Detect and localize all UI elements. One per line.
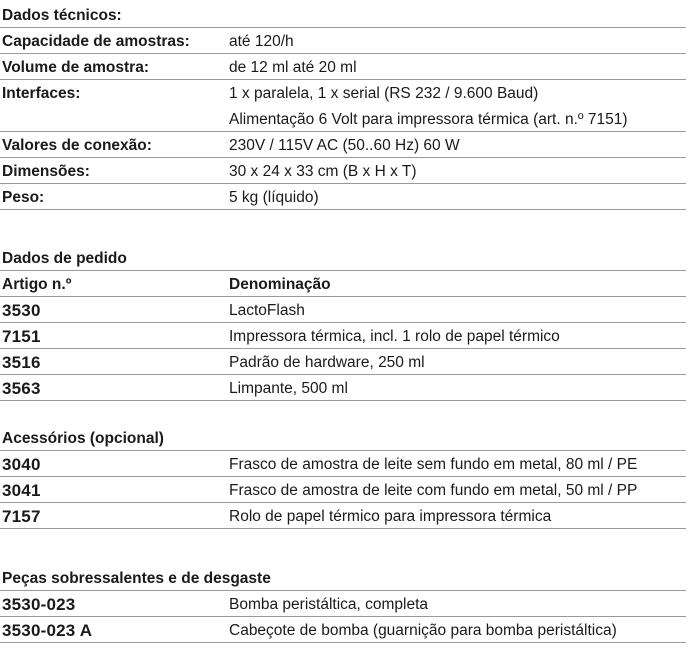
order-row (0, 297, 686, 323)
spec-label: Interfaces: (2, 85, 81, 102)
article-code: 3040 (2, 455, 41, 474)
section-title-order (0, 245, 686, 271)
spec-row-interfaces (0, 80, 686, 106)
spec-row-connection (0, 132, 686, 158)
article-name: Limpante, 500 ml (229, 380, 348, 397)
article-name: Impressora térmica, incl. 1 rolo de papel térmico (229, 328, 560, 345)
article-name: LactoFlash (229, 302, 305, 319)
order-row (0, 323, 686, 349)
accessory-row (0, 451, 686, 477)
section-title: Dados técnicos: (2, 7, 122, 24)
article-code: 7157 (2, 507, 41, 526)
article-code: 3041 (2, 481, 41, 500)
spec-label: Valores de conexão: (2, 137, 152, 154)
spec-value: até 120/h (229, 33, 294, 50)
section-title-accessories (0, 425, 686, 451)
article-code: 3530 (2, 301, 41, 320)
spec-row-weight (0, 184, 686, 210)
section-title-technical (0, 2, 686, 28)
spec-row-dimensions (0, 158, 686, 184)
spec-value: 230V / 115V AC (50..60 Hz) 60 W (229, 137, 460, 154)
article-name: Cabeçote de bomba (guarnição para bomba peristáltica) (229, 622, 617, 639)
article-code: 3530-023 A (2, 621, 93, 640)
spec-label: Volume de amostra: (2, 59, 150, 76)
article-name: Padrão de hardware, 250 ml (229, 354, 425, 371)
section-title: Dados de pedido (2, 250, 127, 267)
spec-row-capacity (0, 28, 686, 54)
spare-row (0, 617, 686, 643)
spec-value: Alimentação 6 Volt para impressora térmica (art. n.º 7151) (229, 111, 628, 128)
spec-value: 5 kg (líquido) (229, 189, 319, 206)
order-header-row (0, 271, 686, 297)
section-title-spares (0, 565, 686, 591)
spec-label: Peso: (2, 189, 45, 206)
accessory-row (0, 477, 686, 503)
article-code: 3563 (2, 379, 41, 398)
order-row (0, 349, 686, 375)
article-name: Rolo de papel térmico para impressora térmica (229, 508, 552, 525)
spec-row-volume (0, 54, 686, 80)
spare-row (0, 591, 686, 617)
section-title: Acessórios (opcional) (2, 430, 164, 447)
spec-value: de 12 ml até 20 ml (229, 59, 357, 76)
accessory-row (0, 503, 686, 529)
article-name: Frasco de amostra de leite sem fundo em metal, 80 ml / PE (229, 456, 638, 473)
spec-value: 1 x paralela, 1 x serial (RS 232 / 9.600 Baud) (229, 85, 539, 102)
spec-label: Capacidade de amostras: (2, 33, 190, 50)
spec-row-interfaces-cont (0, 106, 686, 132)
article-name: Frasco de amostra de leite com fundo em metal, 50 ml / PP (229, 482, 638, 499)
spec-value: 30 x 24 x 33 cm (B x H x T) (229, 163, 417, 180)
order-row (0, 375, 686, 401)
article-name: Bomba peristáltica, completa (229, 596, 429, 613)
article-code: 3516 (2, 353, 41, 372)
article-code: 3530-023 (2, 595, 76, 614)
column-header-article: Artigo n.º (2, 276, 72, 293)
spec-label: Dimensões: (2, 163, 90, 180)
article-code: 7151 (2, 327, 41, 346)
column-header-name: Denominação (229, 276, 331, 293)
section-title: Peças sobressalentes e de desgaste (2, 570, 271, 587)
